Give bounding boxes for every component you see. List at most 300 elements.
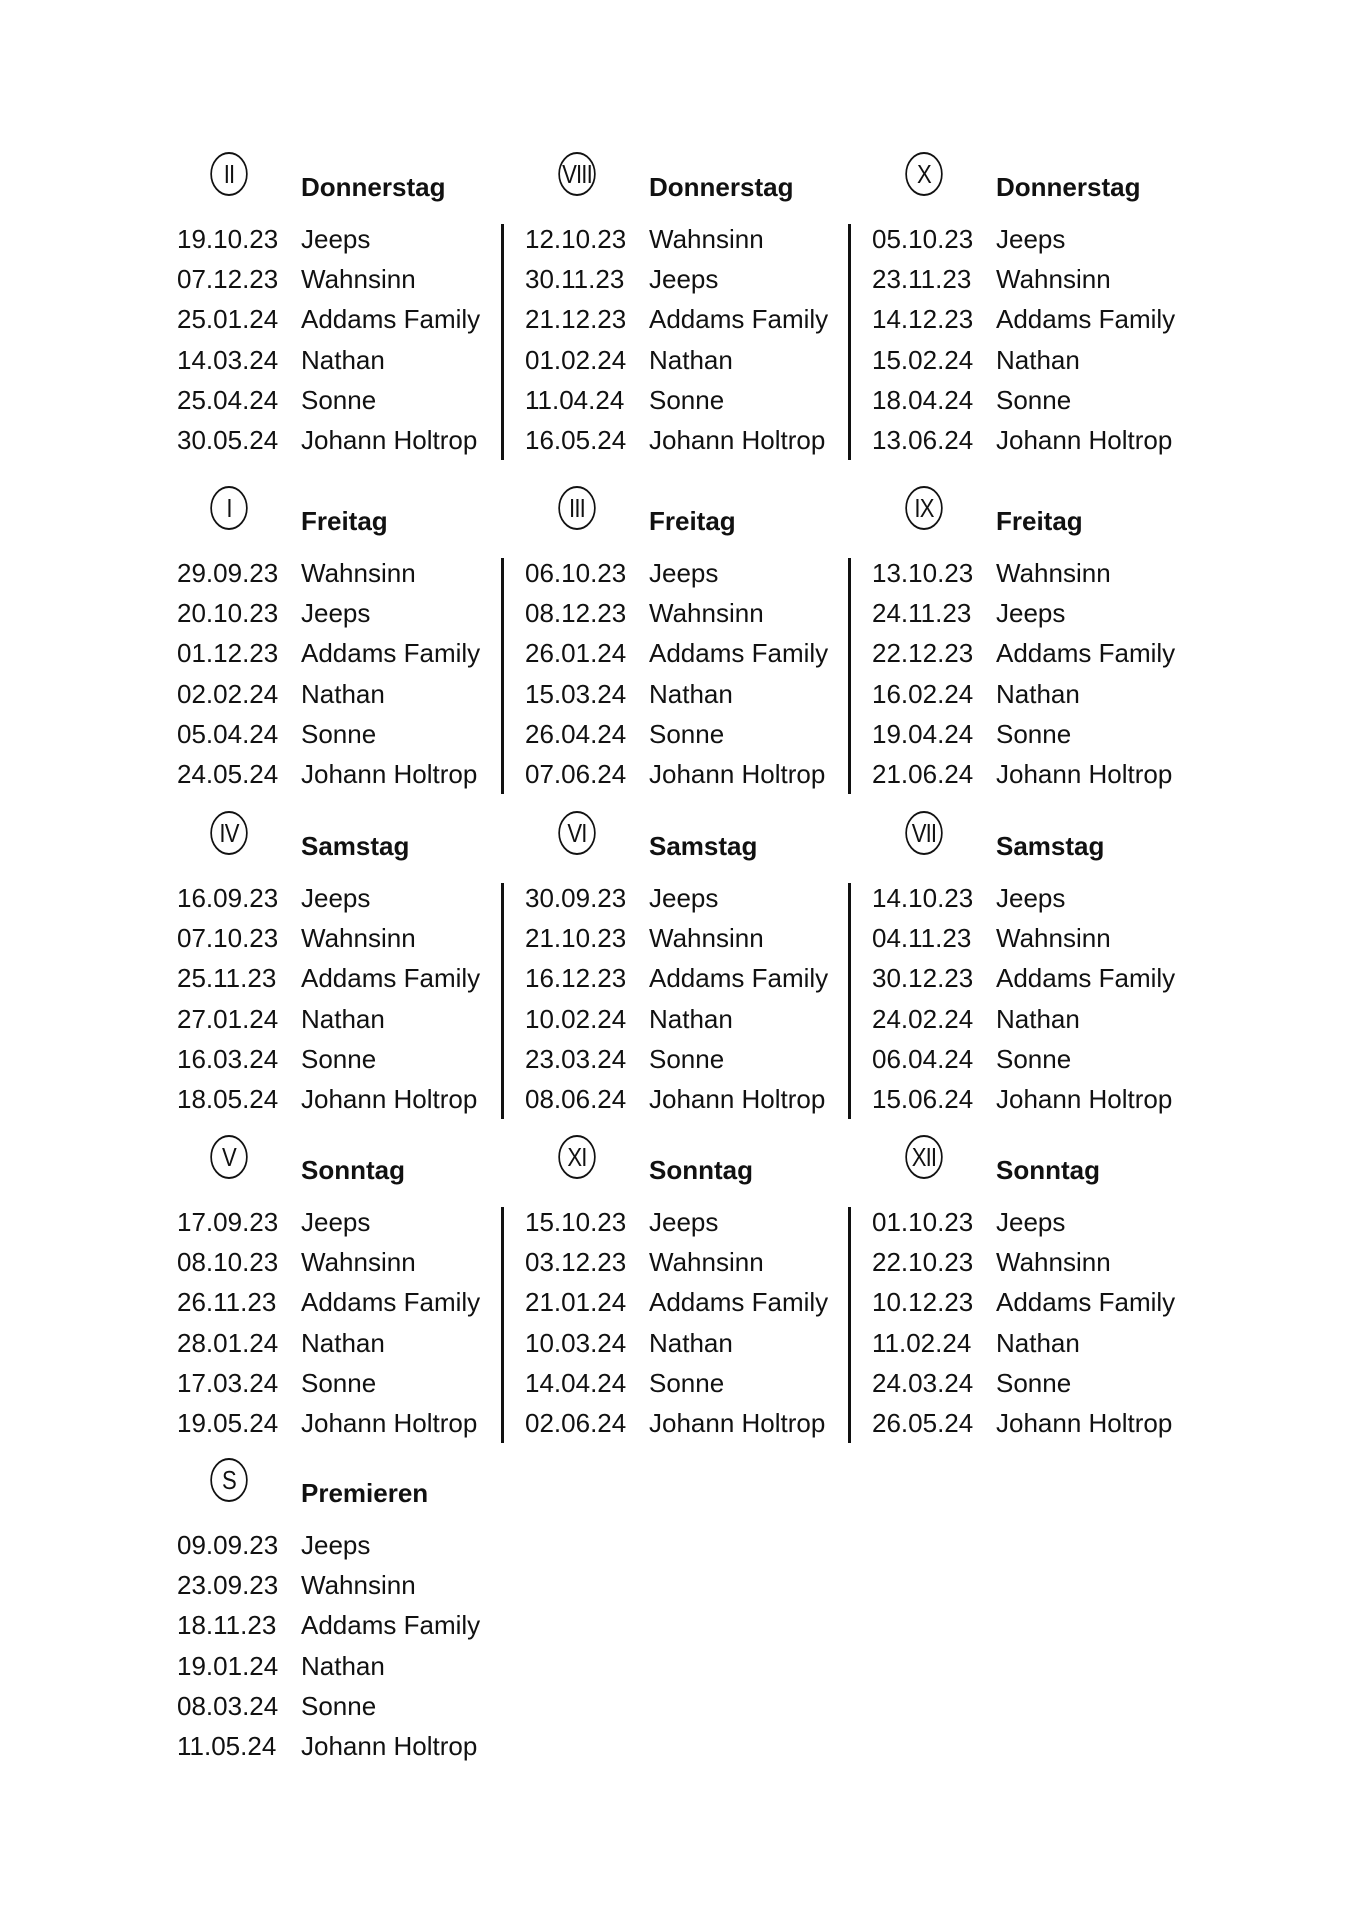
production-title: Nathan (301, 344, 385, 375)
production-title: Sonne (649, 384, 725, 415)
list-item (872, 345, 1212, 385)
list-item (177, 1207, 517, 1247)
production-title: Nathan (301, 678, 385, 709)
performance-list (525, 883, 865, 1124)
production-title: Addams Family (996, 1287, 1176, 1318)
list-item (872, 883, 1212, 923)
performance-date: 06.04.24 (872, 1043, 974, 1074)
list-item (525, 598, 865, 638)
performance-list (177, 883, 517, 1124)
roman-numeral-badge: IV (210, 811, 247, 855)
schedule-block (872, 152, 1212, 465)
performance-date: 24.11.23 (872, 598, 972, 629)
production-title: Nathan (649, 678, 733, 709)
roman-numeral-badge: V (210, 1135, 247, 1179)
list-item (872, 1044, 1212, 1084)
production-title: Wahnsinn (301, 264, 416, 295)
performance-date: 19.01.24 (177, 1650, 279, 1681)
performance-date: 30.09.23 (525, 883, 627, 913)
production-title: Sonne (301, 718, 377, 749)
schedule-block (177, 152, 517, 465)
list-item (525, 1328, 865, 1368)
list-item (177, 1368, 517, 1408)
performance-list (525, 1207, 865, 1448)
schedule-block (525, 152, 865, 465)
performance-date: 26.05.24 (872, 1407, 974, 1438)
list-item (177, 1610, 517, 1650)
production-title: Addams Family (996, 638, 1176, 669)
production-title: Wahnsinn (301, 923, 416, 954)
weekday-heading: Sonntag (301, 1155, 405, 1185)
list-item (525, 1207, 865, 1247)
performance-date: 11.04.24 (525, 384, 625, 415)
list-item (872, 1408, 1212, 1448)
production-title: Wahnsinn (649, 598, 764, 629)
production-title: Jeeps (996, 883, 1066, 913)
performance-date: 07.10.23 (177, 923, 279, 954)
performance-date: 22.12.23 (872, 638, 974, 669)
schedule-block (872, 1135, 1212, 1448)
list-item (525, 1247, 865, 1287)
block-header (177, 486, 517, 558)
performance-date: 04.11.23 (872, 923, 972, 954)
production-title: Addams Family (996, 304, 1176, 335)
production-title: Jeeps (301, 224, 371, 254)
production-title: Nathan (996, 344, 1080, 375)
list-item (872, 385, 1212, 425)
production-title: Johann Holtrop (301, 424, 478, 455)
list-item (525, 304, 865, 344)
performance-date: 15.02.24 (872, 344, 974, 375)
production-title: Sonne (649, 1043, 725, 1074)
list-item (872, 598, 1212, 638)
production-title: Wahnsinn (301, 1247, 416, 1278)
performance-date: 06.10.23 (525, 558, 627, 588)
production-title: Johann Holtrop (301, 758, 478, 789)
performance-date: 07.12.23 (177, 264, 279, 295)
production-title: Johann Holtrop (996, 1407, 1173, 1438)
list-item (177, 1408, 517, 1448)
block-header (872, 152, 1212, 224)
block-header (177, 1458, 517, 1530)
schedule-block (872, 486, 1212, 799)
list-item (872, 558, 1212, 598)
block-header (872, 1135, 1212, 1207)
schedule-block (525, 1135, 865, 1448)
production-title: Jeeps (301, 598, 371, 629)
block-header (872, 486, 1212, 558)
list-item (872, 638, 1212, 678)
block-header (177, 152, 517, 224)
performance-date: 28.01.24 (177, 1327, 279, 1358)
roman-numeral-badge: III (558, 486, 595, 530)
performance-date: 15.10.23 (525, 1207, 627, 1237)
production-title: Wahnsinn (649, 1247, 764, 1278)
schedule-block (525, 486, 865, 799)
weekday-heading: Donnerstag (996, 172, 1141, 202)
production-title: Wahnsinn (996, 264, 1111, 295)
weekday-heading: Samstag (649, 831, 758, 861)
list-item (872, 1004, 1212, 1044)
list-item (872, 1084, 1212, 1124)
performance-date: 17.03.24 (177, 1367, 279, 1398)
performance-date: 13.10.23 (872, 558, 974, 588)
production-title: Sonne (996, 1367, 1072, 1398)
list-item (525, 679, 865, 719)
performance-date: 08.06.24 (525, 1083, 627, 1114)
roman-numeral-badge: II (210, 152, 247, 196)
performance-date: 08.12.23 (525, 598, 627, 629)
production-title: Wahnsinn (996, 1247, 1111, 1278)
roman-numeral-badge: XII (905, 1135, 942, 1179)
column-divider (848, 224, 851, 460)
performance-date: 08.10.23 (177, 1247, 279, 1278)
performance-list (872, 883, 1212, 1124)
production-title: Sonne (301, 1043, 377, 1074)
performance-date: 02.02.24 (177, 678, 279, 709)
performance-date: 13.06.24 (872, 424, 974, 455)
weekday-heading: Samstag (996, 831, 1105, 861)
performance-date: 14.03.24 (177, 344, 279, 375)
production-title: Sonne (996, 1043, 1072, 1074)
list-item (525, 1287, 865, 1327)
block-header (525, 486, 865, 558)
list-item (177, 385, 517, 425)
weekday-heading: Sonntag (996, 1155, 1100, 1185)
production-title: Jeeps (649, 1207, 719, 1237)
performance-date: 25.11.23 (177, 963, 277, 994)
performance-date: 05.10.23 (872, 224, 974, 254)
production-title: Jeeps (996, 224, 1066, 254)
production-title: Johann Holtrop (301, 1407, 478, 1438)
production-title: Sonne (649, 718, 725, 749)
performance-date: 12.10.23 (525, 224, 627, 254)
list-item (525, 385, 865, 425)
performance-date: 26.01.24 (525, 638, 627, 669)
list-item (525, 963, 865, 1003)
production-title: Nathan (996, 678, 1080, 709)
performance-date: 14.12.23 (872, 304, 974, 335)
list-item (177, 1004, 517, 1044)
column-divider (501, 558, 504, 794)
production-title: Sonne (301, 1690, 377, 1721)
performance-date: 16.12.23 (525, 963, 627, 994)
production-title: Nathan (649, 1327, 733, 1358)
performance-date: 17.09.23 (177, 1207, 279, 1237)
production-title: Jeeps (301, 883, 371, 913)
list-item (177, 759, 517, 799)
production-title: Sonne (996, 718, 1072, 749)
column-divider (501, 224, 504, 460)
production-title: Nathan (649, 1003, 733, 1034)
roman-numeral-badge: VI (558, 811, 595, 855)
production-title: Johann Holtrop (649, 1083, 826, 1114)
performance-date: 10.12.23 (872, 1287, 974, 1318)
block-header (525, 811, 865, 883)
block-header (525, 152, 865, 224)
production-title: Johann Holtrop (996, 758, 1173, 789)
performance-date: 10.02.24 (525, 1003, 627, 1034)
performance-date: 21.06.24 (872, 758, 974, 789)
roman-numeral-badge: I (210, 486, 247, 530)
list-item (177, 598, 517, 638)
production-title: Nathan (996, 1327, 1080, 1358)
block-header (525, 1135, 865, 1207)
schedule-block (872, 811, 1212, 1124)
weekday-heading: Donnerstag (649, 172, 794, 202)
list-item (525, 264, 865, 304)
production-title: Wahnsinn (649, 224, 764, 254)
list-item (525, 759, 865, 799)
list-item (177, 1530, 517, 1570)
performance-list (872, 1207, 1212, 1448)
list-item (177, 1328, 517, 1368)
list-item (872, 963, 1212, 1003)
performance-date: 03.12.23 (525, 1247, 627, 1278)
list-item (177, 679, 517, 719)
production-title: Johann Holtrop (996, 1083, 1173, 1114)
performance-date: 01.02.24 (525, 344, 627, 375)
list-item (525, 923, 865, 963)
performance-date: 29.09.23 (177, 558, 279, 588)
list-item (525, 224, 865, 264)
performance-list (177, 1530, 517, 1771)
list-item (177, 1084, 517, 1124)
production-title: Nathan (301, 1650, 385, 1681)
list-item (872, 264, 1212, 304)
weekday-heading: Premieren (301, 1478, 429, 1508)
list-item (872, 425, 1212, 465)
list-item (177, 1570, 517, 1610)
production-title: Johann Holtrop (301, 1083, 478, 1114)
list-item (525, 345, 865, 385)
performance-date: 14.04.24 (525, 1367, 627, 1398)
list-item (872, 304, 1212, 344)
performance-date: 23.09.23 (177, 1570, 279, 1601)
production-title: Wahnsinn (996, 558, 1111, 588)
performance-date: 24.03.24 (872, 1367, 974, 1398)
column-divider (848, 1207, 851, 1443)
performance-date: 09.09.23 (177, 1530, 279, 1560)
performance-date: 30.11.23 (525, 264, 625, 295)
list-item (177, 1731, 517, 1771)
performance-date: 02.06.24 (525, 1407, 627, 1438)
weekday-heading: Freitag (649, 506, 736, 536)
list-item (177, 264, 517, 304)
production-title: Jeeps (649, 883, 719, 913)
schedule-block (177, 811, 517, 1124)
production-title: Addams Family (649, 304, 829, 335)
performance-date: 30.12.23 (872, 963, 974, 994)
column-divider (848, 558, 851, 794)
list-item (872, 1207, 1212, 1247)
schedule-block (525, 811, 865, 1124)
list-item (872, 224, 1212, 264)
performance-date: 11.05.24 (177, 1730, 277, 1761)
production-title: Addams Family (996, 963, 1176, 994)
performance-date: 19.10.23 (177, 224, 279, 254)
weekday-heading: Donnerstag (301, 172, 446, 202)
production-title: Addams Family (301, 963, 481, 994)
production-title: Nathan (301, 1003, 385, 1034)
performance-date: 11.02.24 (872, 1327, 972, 1358)
block-header (872, 811, 1212, 883)
list-item (525, 1044, 865, 1084)
performance-date: 18.11.23 (177, 1610, 277, 1641)
list-item (177, 224, 517, 264)
list-item (525, 558, 865, 598)
list-item (177, 883, 517, 923)
roman-numeral-badge: VIII (558, 152, 595, 196)
performance-list (872, 558, 1212, 799)
performance-date: 24.05.24 (177, 758, 279, 789)
list-item (525, 638, 865, 678)
block-header (177, 1135, 517, 1207)
production-title: Johann Holtrop (649, 424, 826, 455)
performance-date: 24.02.24 (872, 1003, 974, 1034)
production-title: Nathan (301, 1327, 385, 1358)
production-title: Addams Family (301, 304, 481, 335)
list-item (872, 1287, 1212, 1327)
list-item (177, 1247, 517, 1287)
weekday-heading: Sonntag (649, 1155, 753, 1185)
list-item (525, 883, 865, 923)
performance-list (525, 558, 865, 799)
production-title: Addams Family (301, 1287, 481, 1318)
performance-date: 19.04.24 (872, 718, 974, 749)
roman-numeral-badge: VII (905, 811, 942, 855)
list-item (177, 558, 517, 598)
performance-date: 10.03.24 (525, 1327, 627, 1358)
performance-date: 21.01.24 (525, 1287, 627, 1318)
performance-date: 08.03.24 (177, 1690, 279, 1721)
list-item (872, 679, 1212, 719)
performance-list (525, 224, 865, 465)
production-title: Wahnsinn (301, 558, 416, 588)
production-title: Johann Holtrop (996, 424, 1173, 455)
list-item (177, 1044, 517, 1084)
list-item (177, 304, 517, 344)
performance-date: 22.10.23 (872, 1247, 974, 1278)
performance-list (177, 558, 517, 799)
weekday-heading: Freitag (996, 506, 1083, 536)
schedule-block (177, 1135, 517, 1448)
list-item (525, 1004, 865, 1044)
performance-date: 16.05.24 (525, 424, 627, 455)
production-title: Jeeps (649, 558, 719, 588)
performance-date: 23.03.24 (525, 1043, 627, 1074)
performance-date: 25.04.24 (177, 384, 279, 415)
list-item (872, 1328, 1212, 1368)
performance-date: 21.12.23 (525, 304, 627, 335)
roman-numeral-badge: S (210, 1458, 247, 1502)
list-item (872, 923, 1212, 963)
weekday-heading: Freitag (301, 506, 388, 536)
list-item (872, 759, 1212, 799)
production-title: Addams Family (301, 638, 481, 669)
performance-date: 20.10.23 (177, 598, 279, 629)
list-item (177, 638, 517, 678)
production-title: Addams Family (649, 963, 829, 994)
production-title: Addams Family (649, 638, 829, 669)
list-item (177, 923, 517, 963)
performance-date: 15.03.24 (525, 678, 627, 709)
column-divider (848, 883, 851, 1119)
performance-list (872, 224, 1212, 465)
production-title: Nathan (996, 1003, 1080, 1034)
production-title: Jeeps (996, 598, 1066, 629)
production-title: Sonne (996, 384, 1072, 415)
weekday-heading: Samstag (301, 831, 410, 861)
performance-list (177, 1207, 517, 1448)
production-title: Sonne (301, 384, 377, 415)
production-title: Jeeps (301, 1530, 371, 1560)
list-item (177, 1651, 517, 1691)
schedule-block (177, 486, 517, 799)
list-item (525, 719, 865, 759)
production-title: Wahnsinn (301, 1570, 416, 1601)
list-item (525, 1084, 865, 1124)
performance-date: 18.04.24 (872, 384, 974, 415)
production-title: Jeeps (996, 1207, 1066, 1237)
performance-date: 26.11.23 (177, 1287, 277, 1318)
list-item (177, 963, 517, 1003)
block-header (177, 811, 517, 883)
performance-list (177, 224, 517, 465)
list-item (177, 425, 517, 465)
column-divider (501, 1207, 504, 1443)
performance-date: 16.03.24 (177, 1043, 279, 1074)
list-item (177, 1287, 517, 1327)
list-item (525, 1368, 865, 1408)
production-title: Jeeps (301, 1207, 371, 1237)
production-title: Nathan (649, 344, 733, 375)
performance-date: 16.09.23 (177, 883, 279, 913)
roman-numeral-badge: X (905, 152, 942, 196)
performance-date: 07.06.24 (525, 758, 627, 789)
list-item (872, 1247, 1212, 1287)
list-item (525, 425, 865, 465)
production-title: Sonne (649, 1367, 725, 1398)
performance-date: 15.06.24 (872, 1083, 974, 1114)
list-item (525, 1408, 865, 1448)
performance-date: 26.04.24 (525, 718, 627, 749)
production-title: Addams Family (301, 1610, 481, 1641)
performance-date: 23.11.23 (872, 264, 972, 295)
list-item (177, 719, 517, 759)
performance-date: 05.04.24 (177, 718, 279, 749)
performance-date: 01.12.23 (177, 638, 279, 669)
production-title: Johann Holtrop (301, 1730, 478, 1761)
roman-numeral-badge: IX (905, 486, 942, 530)
production-title: Johann Holtrop (649, 758, 826, 789)
production-title: Addams Family (649, 1287, 829, 1318)
performance-date: 18.05.24 (177, 1083, 279, 1114)
performance-date: 19.05.24 (177, 1407, 279, 1438)
column-divider (501, 883, 504, 1119)
performance-date: 27.01.24 (177, 1003, 279, 1034)
schedule-block (177, 1458, 517, 1771)
list-item (872, 719, 1212, 759)
production-title: Jeeps (649, 264, 719, 295)
roman-numeral-badge: XI (558, 1135, 595, 1179)
list-item (872, 1368, 1212, 1408)
production-title: Johann Holtrop (649, 1407, 826, 1438)
performance-date: 01.10.23 (872, 1207, 974, 1237)
performance-date: 16.02.24 (872, 678, 974, 709)
performance-date: 25.01.24 (177, 304, 279, 335)
performance-date: 14.10.23 (872, 883, 974, 913)
